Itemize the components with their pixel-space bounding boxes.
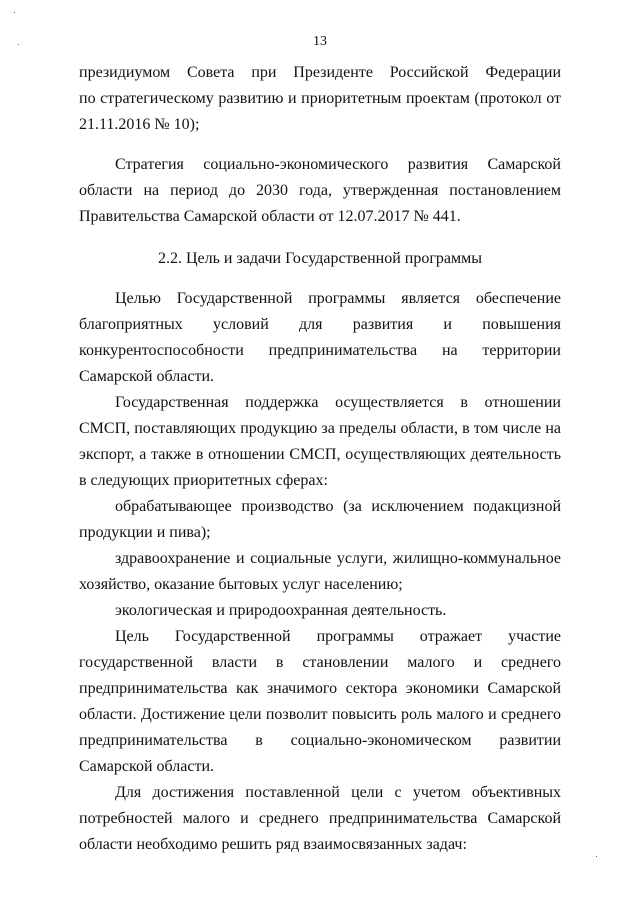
list-item-ecology: экологическая и природоохранная деятельность. (115, 602, 447, 619)
paragraph-strategy: Стратегия социально-экономического развития Самарской области на период до 2030 года, утвержденная постановлением Правительства Самарской области от 12.07.2017 № 441. (79, 156, 561, 225)
paragraph-goal: Целью Государственной программы является обеспечение благоприятных условий для развития и повышения конкурентоспособности предпринимательства на территории Самарской области. (79, 290, 561, 385)
paragraph-tasks-intro: Для достижения поставленной цели с учетом объективных потребностей малого и среднего предпринимательства Самарской области необходимо решить ряд взаимосвязанных задач: (79, 784, 561, 853)
document-body (79, 60, 561, 858)
list-item-healthcare: здравоохранение и социальные услуги, жилищно-коммунальное хозяйство, оказание бытовых услуг населению; (79, 550, 561, 593)
list-item-manufacturing: обрабатывающее производство (за исключением подакцизной продукции и пива); (79, 498, 561, 541)
paragraph-continuation: по стратегическому развитию и приоритетным проектам (протокол от 21.11.2016 № 10); (79, 90, 561, 133)
scan-speck (14, 12, 15, 13)
page-number: 13 (313, 34, 327, 49)
paragraph-goal-reflection: Цель Государственной программы отражает участие государственной власти в становлении малого и среднего предпринимательства как значимого сектора экономики Самарской области. Достижение цели позволит повысить роль малого и среднего предпринимательства в социально-экономическом развитии Самарской области. (79, 628, 561, 775)
scan-speck (596, 856, 597, 857)
paragraph-continuation-line: президиумом Совета при Президенте Российской Федерации (79, 64, 561, 81)
paragraph-support: Государственная поддержка осуществляется в отношении СМСП, поставляющих продукцию за пределы области, в том числе на экспорт, а также в отношении СМСП, осуществляющих деятельность в следующих приоритетных сферах: (79, 394, 561, 489)
section-heading: 2.2. Цель и задачи Государственной программы (157, 250, 483, 267)
